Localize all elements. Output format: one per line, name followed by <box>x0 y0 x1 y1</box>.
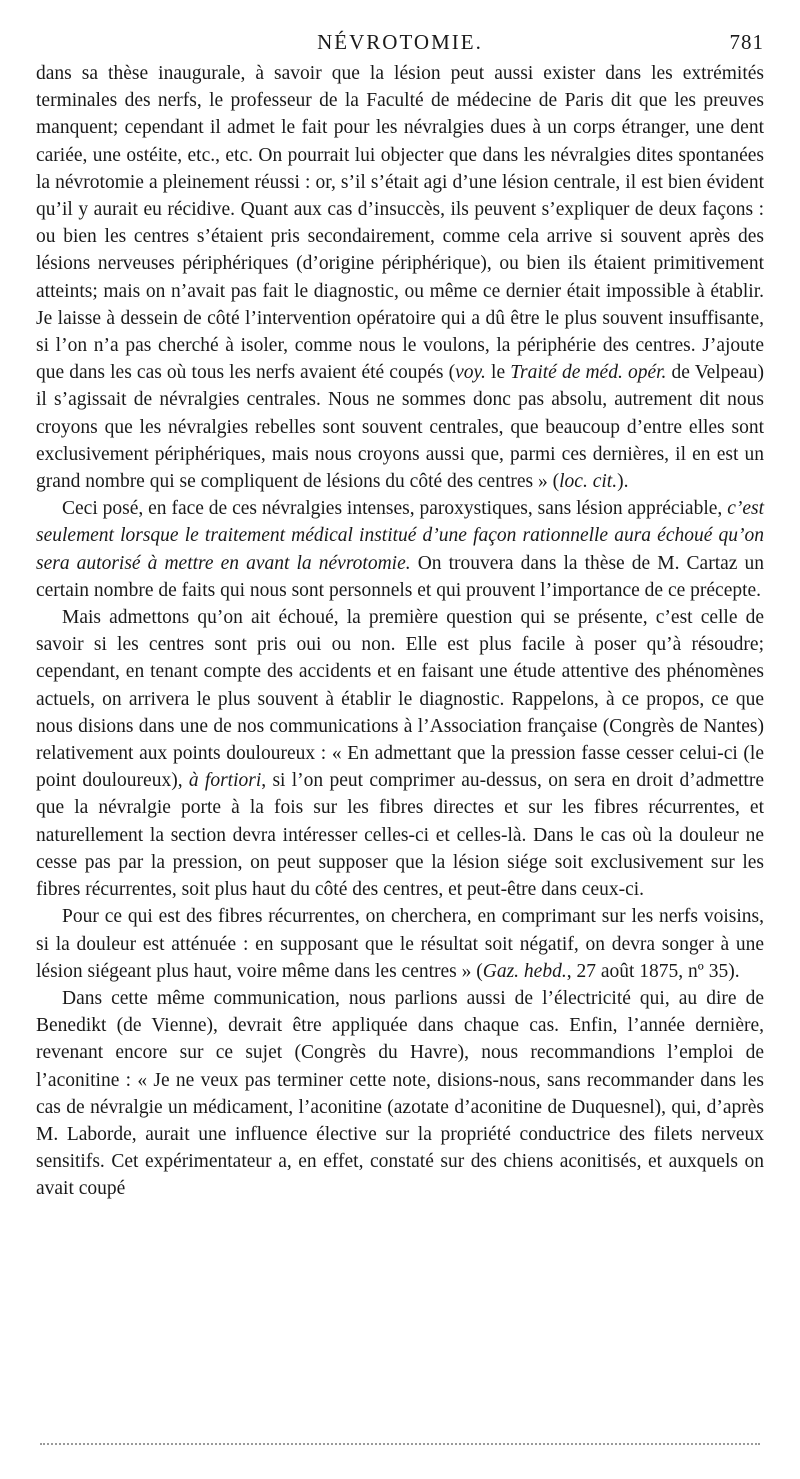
italic-run: c’est seulement lorsque le traitement médical institué d’une façon rationnelle aura échoué qu’on sera autorisé à mettre en avant la névrotomie. <box>36 498 764 574</box>
italic-run: voy. <box>455 362 486 384</box>
text-run: , si l’on peut comprimer au-dessus, on sera en droit d’admettre que la névralgie porte à la fois sur les fibres directes et sur les fibres récurrentes, et naturellement la section devra intéresser celles-ci et celles-là. Dans le cas où la douleur ne cesse pas par la pression, on peut supposer que la lésion siége soit exclusivement sur les fibres récurrentes, soit plus haut du côté des centres, et peut-être dans ceux-ci. <box>36 770 764 901</box>
paragraph <box>36 60 764 495</box>
paragraph <box>36 604 764 903</box>
italic-run: loc. cit. <box>559 471 618 493</box>
text-run: Ceci posé, en face de ces névralgies intenses, paroxystiques, sans lésion appréciable, <box>62 498 728 520</box>
italic-run: Gaz. hebd. <box>482 960 567 982</box>
paragraph <box>36 985 764 1203</box>
book-page <box>36 26 764 1203</box>
text-run: On trouvera dans la thèse de M. Cartaz un certain nombre de faits qui nous sont personnels et qui prouvent l’importance de ce précepte. <box>36 552 764 601</box>
running-head <box>36 26 764 60</box>
text-run: de Velpeau) il s’agissait de névralgies centrales. Nous ne sommes donc pas absolu, autrement dit nous croyons que les névralgies rebelles sont souvent centrales, que beaucoup d’entre elles sont exclusivement périphériques, mais nous croyons aussi que, parmi ces dernières, il en est un grand nombre qui se compliquent de lésions du côté des centres » ( <box>36 362 764 493</box>
running-title: NÉVROTOMIE. <box>317 30 483 54</box>
body-text <box>36 60 764 1203</box>
italic-run: à fortiori <box>188 770 262 792</box>
text-run: Dans cette même communication, nous parlions aussi de l’électricité qui, au dire de Benedikt (de Vienne), devrait être appliquée dans chaque cas. Enfin, l’année dernière, revenant encore sur ce sujet (Congrès du Havre), nous recommandions l’emploi de l’aconitine : « Je ne veux pas terminer cette note, disions-nous, sans recommander dans les cas de névralgie un médicament, l’aconitine (azotate d’aconitine de Duquesnel), qui, d’après M. Laborde, aurait une influence élective sur la propriété conductrice des filets nerveux sensitifs. Cet expérimentateur a, en effet, constaté sur des chiens aconitisés, et auxquels on avait coupé <box>36 987 764 1200</box>
text-run: le <box>485 362 511 384</box>
text-run: dans sa thèse inaugurale, à savoir que la lésion peut aussi exister dans les extrémités terminales des nerfs, le professeur de la Faculté de médecine de Paris dit que les preuves manquent; cependant il admet le fait pour les névralgies dues à un corps étranger, une dent cariée, une ostéite, etc., etc. On pourrait lui objecter que dans les névralgies dites spontanées la névrotomie a pleinement réussi : or, s’il s’était agi d’une lésion centrale, il est bien évident qu’il y aurait eu récidive. Quant aux cas d’insuccès, ils peuvent s’expliquer de deux façons : ou bien les centres s’étaient pris secondairement, comme cela arrive si souvent après des lésions nerveuses périphériques (d’origine périphérique), ou bien ils étaient primitivement atteints; mais on n’avait pas fait le diagnostic, ou même ce dernier était impossible à établir. Je laisse à dessein de côté l’intervention opératoire qui a dû être le plus souvent insuffisante, si l’on n’a pas cherché à isoler, comme nous le voulons, la périphérie des centres. J’ajoute que dans les cas où tous les nerfs avaient été coupés ( <box>36 63 764 384</box>
text-run: ). <box>617 471 629 493</box>
text-run: Mais admettons qu’on ait échoué, la première question qui se présente, c’est celle de savoir si les centres sont pris oui ou non. Elle est plus facile à poser qu’à résoudre; cependant, en tenant compte des accidents et en faisant une étude attentive des phénomènes actuels, on arrivera le plus souvent à établir le diagnostic. Rappelons, à ce propos, ce que nous disions dans une de nos communications à l’Association française (Congrès de Nantes) relativement aux points douloureux : « En admettant que la pression fasse cesser celui-ci (le point douloureux), <box>36 607 764 792</box>
page-number: 781 <box>729 30 764 54</box>
text-run: Pour ce qui est des fibres récurrentes, on cherchera, en comprimant sur les nerfs voisins, si la douleur est atténuée : en supposant que le résultat soit négatif, on devra songer à une lésion siégeant plus haut, voire même dans les centres » ( <box>36 906 764 982</box>
text-run: , 27 août 1875, nº 35). <box>566 960 740 982</box>
bottom-dotted-rule <box>40 1443 760 1445</box>
italic-run: Traité de méd. opér. <box>510 362 667 384</box>
paragraph <box>36 903 764 985</box>
paragraph <box>36 495 764 604</box>
